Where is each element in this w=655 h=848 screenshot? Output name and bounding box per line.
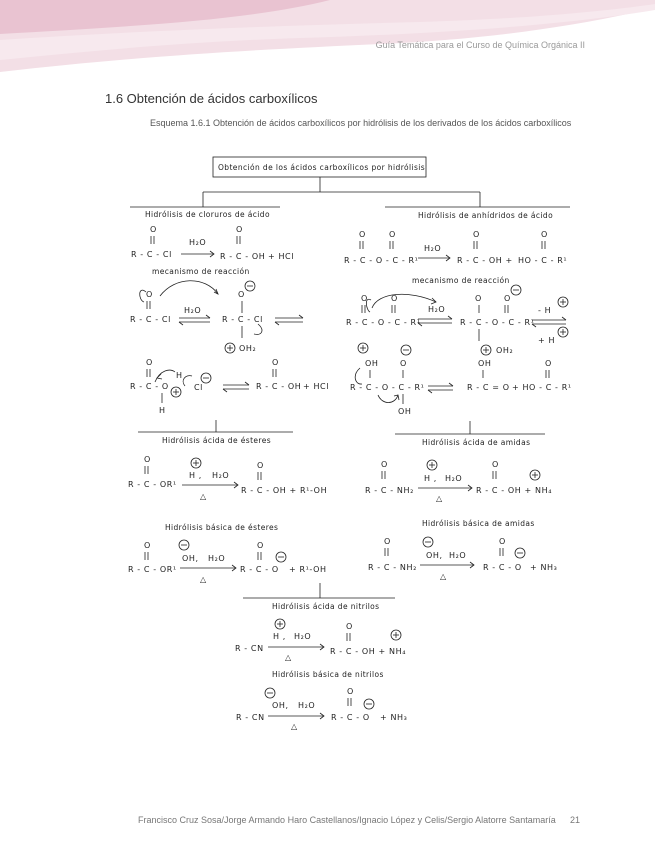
label-mechanism-right: mecanismo de reacción (412, 276, 510, 285)
positive-charge-icon (427, 460, 437, 470)
positive-charge-icon (275, 619, 285, 629)
svg-text:O: O (146, 358, 153, 367)
svg-text:H₂O: H₂O (212, 471, 230, 480)
positive-charge-icon (481, 345, 491, 355)
svg-text:R - C - O: R - C - O (130, 382, 169, 391)
positive-charge-icon (558, 297, 568, 307)
svg-text:OH: OH (365, 359, 379, 368)
svg-text:R - C - OR¹: R - C - OR¹ (128, 565, 177, 574)
svg-text:O: O (359, 230, 366, 239)
svg-text:O: O (475, 294, 482, 303)
label-basic-ester-hydrolysis: Hidrólisis básica de ésteres (165, 523, 279, 532)
label-anhydride-hydrolysis: Hidrólisis de anhídridos de ácido (418, 211, 554, 220)
heat-icon: △ (440, 572, 447, 581)
svg-text:O: O (146, 290, 153, 299)
svg-text:H₂O: H₂O (189, 238, 207, 247)
svg-text:O: O (499, 537, 506, 546)
negative-charge-icon (245, 281, 255, 291)
svg-text:O: O (144, 541, 151, 550)
negative-charge-icon (276, 552, 286, 562)
svg-text:+ HO - C - R¹: + HO - C - R¹ (512, 383, 572, 392)
svg-text:O: O (238, 290, 245, 299)
svg-text:OH,: OH, (182, 554, 199, 563)
svg-text:O: O (150, 225, 157, 234)
svg-text:O: O (473, 230, 480, 239)
page-number: 21 (570, 815, 581, 825)
negative-charge-icon (401, 345, 411, 355)
svg-text:R - C - OH + NH₄: R - C - OH + NH₄ (330, 647, 406, 656)
svg-text:R - C - OH +: R - C - OH + (457, 256, 513, 265)
svg-text:O: O (384, 537, 391, 546)
heat-icon: △ (436, 494, 443, 503)
svg-text:+ H: + H (538, 336, 556, 345)
label-acid-nitrile-hydrolysis: Hidrólisis ácida de nitrilos (272, 602, 380, 611)
positive-charge-icon (391, 630, 401, 640)
nitrile: R - CN (235, 644, 264, 653)
label-acid-ester-hydrolysis: Hidrólisis ácida de ésteres (162, 436, 272, 445)
svg-text:H₂O: H₂O (208, 554, 226, 563)
svg-text:+ HCl: + HCl (303, 382, 330, 391)
svg-text:O: O (541, 230, 548, 239)
svg-text:R - C - O: R - C - O (331, 713, 370, 722)
running-header: Guía Temática para el Curso de Química Orgánica II (375, 40, 585, 50)
label-acid-amide-hydrolysis: Hidrólisis ácida de amidas (422, 438, 531, 447)
svg-text:H ,: H , (424, 474, 437, 483)
svg-text:OH,: OH, (272, 701, 289, 710)
carboxylic-acid: R - C - OH (220, 252, 266, 261)
svg-text:R - C - O: R - C - O (483, 563, 522, 572)
svg-text:H₂O: H₂O (294, 632, 312, 641)
svg-text:HO - C - R¹: HO - C - R¹ (518, 256, 568, 265)
svg-text:R - C - OH + NH₄: R - C - OH + NH₄ (476, 486, 552, 495)
tetrahedral-intermediate: R - C - Cl (222, 315, 263, 324)
label-acyl-chloride-hydrolysis: Hidrólisis de cloruros de ácido (145, 210, 270, 219)
svg-text:OH,: OH, (426, 551, 443, 560)
label-mechanism-left: mecanismo de reacción (152, 267, 250, 276)
svg-text:R - C - O - C - R¹: R - C - O - C - R¹ (346, 318, 421, 327)
svg-text:OH: OH (478, 359, 492, 368)
svg-text:H₂O: H₂O (428, 305, 446, 314)
svg-text:O: O (545, 359, 552, 368)
negative-charge-icon (423, 537, 433, 547)
negative-charge-icon (364, 699, 374, 709)
amide: R - C - NH₂ (365, 486, 414, 495)
svg-text:+ HCl: + HCl (268, 252, 295, 261)
svg-text:H ,: H , (273, 632, 286, 641)
svg-text:R - C - OH: R - C - OH (256, 382, 302, 391)
svg-text:O: O (257, 541, 264, 550)
negative-charge-icon (511, 285, 521, 295)
svg-text:H₂O: H₂O (445, 474, 463, 483)
heat-icon: △ (200, 575, 207, 584)
svg-text:+ NH₃: + NH₃ (380, 713, 408, 722)
svg-text:OH₂: OH₂ (496, 346, 514, 355)
svg-text:H: H (159, 406, 166, 415)
figure-caption: Esquema 1.6.1 Obtención de ácidos carboxílicos por hidrólisis de los derivados de los ácidos carboxílicos (150, 118, 572, 128)
label-basic-amide-hydrolysis: Hidrólisis básica de amidas (422, 519, 535, 528)
svg-text:- H: - H (538, 306, 552, 315)
heat-icon: △ (285, 653, 292, 662)
svg-text:O: O (346, 622, 353, 631)
svg-text:+ NH₃: + NH₃ (530, 563, 558, 572)
svg-text:O: O (144, 455, 151, 464)
label-basic-nitrile-hydrolysis: Hidrólisis básica de nitrilos (272, 670, 384, 679)
curved-arrow (160, 281, 218, 296)
svg-text:O: O (391, 294, 398, 303)
svg-text:O: O (272, 358, 279, 367)
svg-text:O: O (347, 687, 354, 696)
svg-text:H₂O: H₂O (184, 306, 202, 315)
scheme-title: Obtención de los ácidos carboxílicos por hidrólisis (218, 163, 426, 172)
svg-text:OH₂: OH₂ (239, 344, 257, 353)
svg-text:O: O (400, 359, 407, 368)
positive-charge-icon (225, 343, 235, 353)
svg-text:H₂O: H₂O (424, 244, 442, 253)
svg-text:Cl: Cl (194, 383, 204, 392)
svg-text:R - C - Cl: R - C - Cl (130, 315, 171, 324)
positive-charge-icon (171, 387, 181, 397)
svg-text:O: O (257, 461, 264, 470)
acid-anhydride: R - C - O - C - R¹ (344, 256, 419, 265)
acyl-chloride: R - C - Cl (131, 250, 172, 259)
svg-text:O: O (504, 294, 511, 303)
svg-text:OH: OH (398, 407, 412, 416)
negative-charge-icon (515, 548, 525, 558)
svg-text:R - CN: R - CN (236, 713, 265, 722)
svg-text:R - C - O - C - R¹: R - C - O - C - R¹ (460, 318, 535, 327)
svg-text:R - C - OH + R¹-OH: R - C - OH + R¹-OH (241, 486, 328, 495)
svg-text:H: H (176, 371, 183, 380)
svg-text:H₂O: H₂O (298, 701, 316, 710)
svg-text:O: O (492, 460, 499, 469)
negative-charge-icon (179, 540, 189, 550)
svg-text:R - C = O: R - C = O (467, 383, 510, 392)
svg-text:H ,: H , (189, 471, 202, 480)
svg-text:O: O (381, 460, 388, 469)
positive-charge-icon (191, 458, 201, 468)
section-title: 1.6 Obtención de ácidos carboxílicos (105, 91, 318, 106)
svg-text:R - C - NH₂: R - C - NH₂ (368, 563, 417, 572)
svg-text:R - C - O - C - R¹: R - C - O - C - R¹ (350, 383, 425, 392)
svg-text:O: O (361, 294, 368, 303)
svg-text:O: O (389, 230, 396, 239)
svg-text:H₂O: H₂O (449, 551, 467, 560)
svg-text:O: O (236, 225, 243, 234)
svg-text:+ R¹-OH: + R¹-OH (289, 565, 327, 574)
negative-charge-icon (265, 688, 275, 698)
heat-icon: △ (200, 492, 207, 501)
footer-authors: Francisco Cruz Sosa/Jorge Armando Haro Castellanos/Ignacio López y Celis/Sergio Alatorre Santamaría (138, 815, 556, 825)
ester: R - C - OR¹ (128, 480, 177, 489)
heat-icon: △ (291, 722, 298, 731)
positive-charge-icon (530, 470, 540, 480)
negative-charge-icon (201, 373, 211, 383)
carboxylate: R - C - O (240, 565, 279, 574)
positive-charge-icon (558, 327, 568, 337)
positive-charge-icon (358, 343, 368, 353)
